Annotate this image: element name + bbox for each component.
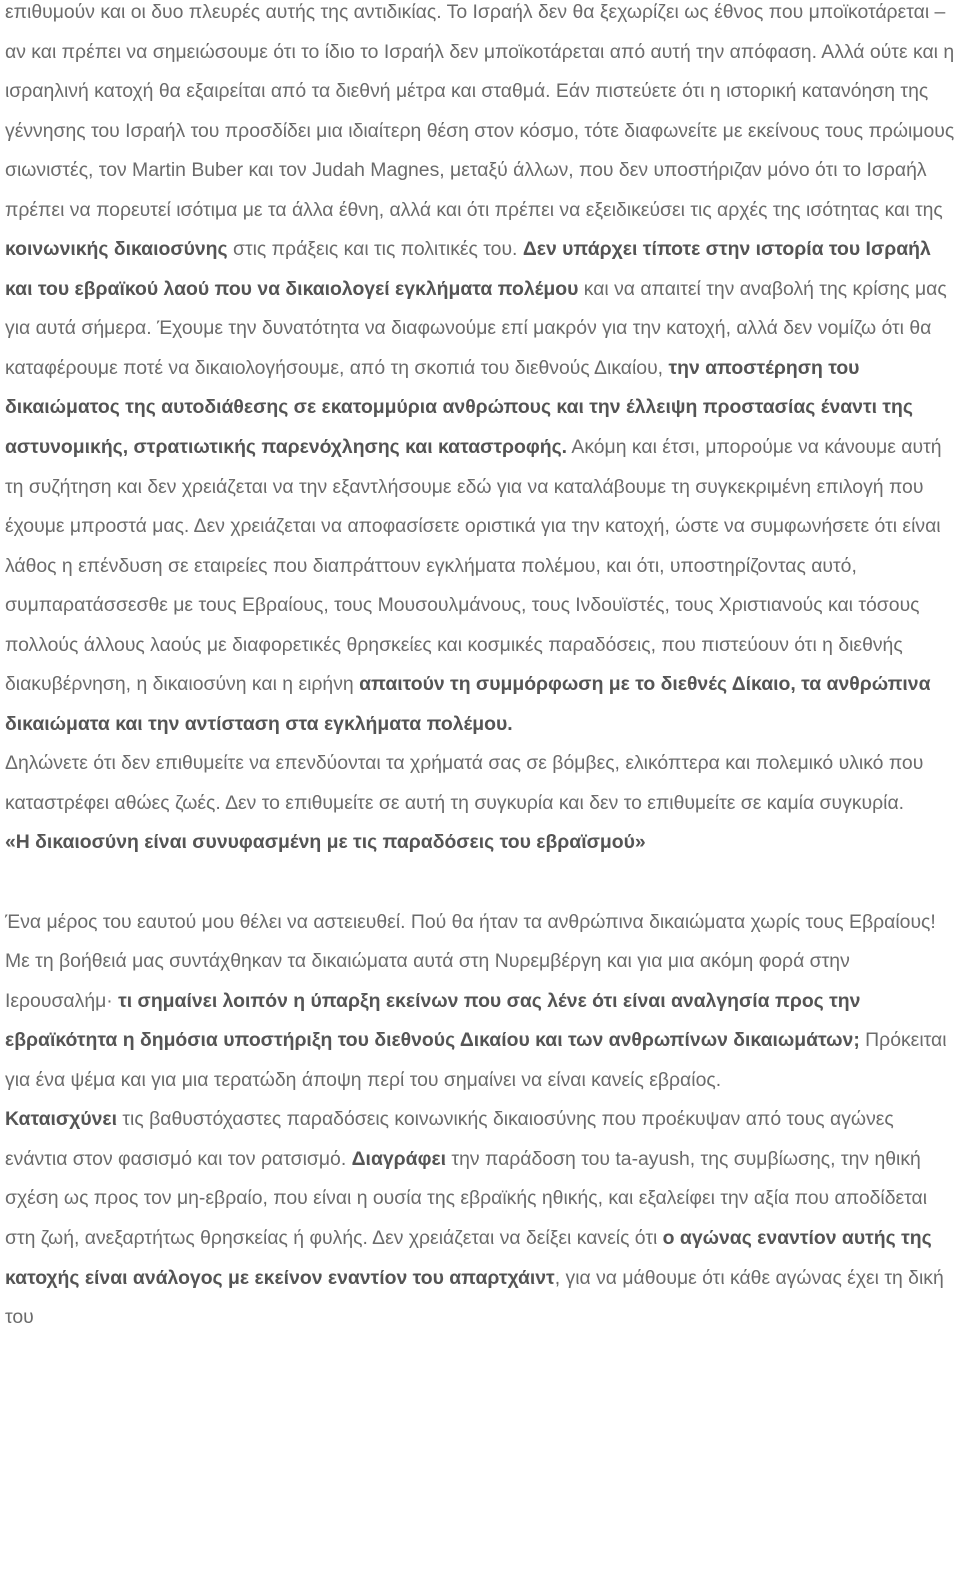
text-segment: Ένα μέρος του εαυτού μου θέλει να αστειευθεί. Πού θα ήταν τα ανθρώπινα δικαιώματα χωρίς τους Εβραίους! Με τη βοήθειά μας συντάχθηκαν τα δικαιώματα αυτά στη Νυρεμβέργη και για μια ακόμη φορά στην Ιερουσαλήμ· bbox=[5, 910, 936, 1012]
bold-text-segment: «Η δικαιοσύνη είναι συνυφασμένη με τις παραδόσεις του εβραϊσμού» bbox=[5, 831, 646, 854]
paragraph bbox=[5, 744, 957, 823]
paragraph bbox=[5, 903, 957, 1101]
text-segment: Πρόκειται για ένα ψέμα και για μια τερατώδη άποψη περί του σημαίνει να είναι κανείς εβραίος. bbox=[5, 1029, 947, 1091]
bold-text-segment: την αποστέρηση του δικαιώματος της αυτοδιάθεσης σε εκατομμύρια ανθρώπους και την έλλειψη προστασίας έναντι της αστυνομικής, στρατιωτικής παρενόχλησης και καταστροφής. bbox=[5, 356, 913, 459]
bold-text-segment: ο αγώνας εναντίον αυτής της κατοχής είναι ανάλογος με εκείνον εναντίον του απαρτχάιντ bbox=[5, 1226, 932, 1289]
paragraph bbox=[5, 1100, 957, 1337]
paragraph-spacer bbox=[5, 863, 957, 903]
text-segment: και να απαιτεί την αναβολή της κρίσης μας για αυτά σήμερα. Έχουμε την δυνατότητα να διαφωνούμε επί μακρόν για την κατοχή, αλλά δεν νομίζω ότι θα καταφέρουμε ποτέ να δικαιολογήσουμε, από τη σκοπιά του διεθνούς Δικαίου, bbox=[5, 277, 947, 379]
text-segment: , για να μάθουμε ότι κάθε αγώνας έχει τη δική του bbox=[5, 1266, 944, 1329]
bold-text-segment: τι σημαίνει λοιπόν η ύπαρξη εκείνων που σας λένε ότι είναι αναλγησία προς την εβραϊκότητα η δημόσια υποστήριξη του διεθνούς Δικαίου και των ανθρωπίνων δικαιωμάτων; bbox=[5, 989, 861, 1052]
document-body bbox=[5, 0, 957, 1338]
bold-text-segment: κοινωνικής δικαιοσύνης bbox=[5, 238, 228, 261]
text-segment: την παράδοση του ta-ayush, της συμβίωσης, την ηθική σχέση ως προς τον μη-εβραίο, που είναι η ουσία της εβραϊκής ηθικής, και εξαλείφει την αξία που αποδίδεται στη ζωή, ανεξαρτήτως θρησκείας ή φυλής. Δεν χρειάζεται να δείξει κανείς ότι bbox=[5, 1147, 928, 1249]
text-segment: στις πράξεις και τις πολιτικές του. bbox=[227, 238, 523, 261]
text-segment: τις βαθυστόχαστες παραδόσεις κοινωνικής δικαιοσύνης που προέκυψαν από τους αγώνες ενάντια στον φασισμό και τον ρατσισμό. bbox=[5, 1108, 894, 1170]
text-segment: επιθυμούν και οι δυο πλευρές αυτής της αντιδικίας. Το Ισραήλ δεν θα ξεχωρίζει ως έθνος που μποϊκοτάρεται – αν και πρέπει να σημειώσουμε ότι το ίδιο το Ισραήλ δεν μποϊκοτάρεται από αυτή την απόφαση. Αλλά ούτε και η ισραηλινή κατοχή θα εξαιρείται από τα διεθνή μέτρα και σταθμά. Εάν πιστεύετε ότι η ιστορική κατανόηση της γέννησης του Ισραήλ του προσδίδει μια ιδιαίτερη θέση στον κόσμο, τότε διαφωνείτε με εκείνους τους πρώιμους σιωνιστές, τον Martin Buber και τον Judah Magnes, μεταξύ άλλων, που δεν υποστήριζαν μόνο ότι το Ισραήλ πρέπει να πορευτεί ισότιμα με τα άλλα έθνη, αλλά και ότι πρέπει να εξειδικεύσει τις αρχές της ισότητας και της bbox=[5, 1, 955, 221]
bold-text-segment: απαιτούν τη συμμόρφωση με το διεθνές Δίκαιο, τα ανθρώπινα δικαιώματα και την αντίσταση στα εγκλήματα πολέμου. bbox=[5, 673, 931, 735]
bold-text-segment: Διαγράφει bbox=[351, 1147, 447, 1170]
text-segment: Δηλώνετε ότι δεν επιθυμείτε να επενδύονται τα χρήματά σας σε βόμβες, ελικόπτερα και πολεμικό υλικό που καταστρέφει αθώες ζωές. Δεν το επιθυμείτε σε αυτή τη συγκυρία και δεν το επιθυμείτε σε καμία συγκυρία. bbox=[5, 752, 924, 814]
bold-text-segment: Καταισχύνει bbox=[5, 1108, 117, 1131]
text-segment: Ακόμη και έτσι, μπορούμε να κάνουμε αυτή τη συζήτηση και δεν χρειάζεται να την εξαντλήσουμε εδώ για να καταλάβουμε τη συγκεκριμένη επιλογή που έχουμε μπροστά μας. Δεν χρειάζεται να αποφασίσετε οριστικά για την κατοχή, ώστε να συμφωνήσετε ότι είναι λάθος η επένδυση σε εταιρείες που διαπράττουν εγκλήματα πολέμου, και ότι, υποστηρίζοντας αυτό, συμπαρατάσσεσθε με τους Εβραίους, τους Μουσουλμάνους, τους Ινδουϊστές, τους Χριστιανούς και τόσους πολλούς άλλους λαούς με διαφορετικές θρησκείες και κοσμικές παραδόσεις, που πιστεύουν ότι η διεθνής διακυβέρνηση, η δικαιοσύνη και η ειρήνη bbox=[5, 436, 942, 696]
paragraph bbox=[5, 823, 957, 863]
bold-text-segment: Δεν υπάρχει τίποτε στην ιστορία του Ισραήλ και του εβραϊκού λαού που να δικαιολογεί εγκλήματα πολέμου bbox=[5, 238, 931, 300]
paragraph bbox=[5, 0, 957, 744]
